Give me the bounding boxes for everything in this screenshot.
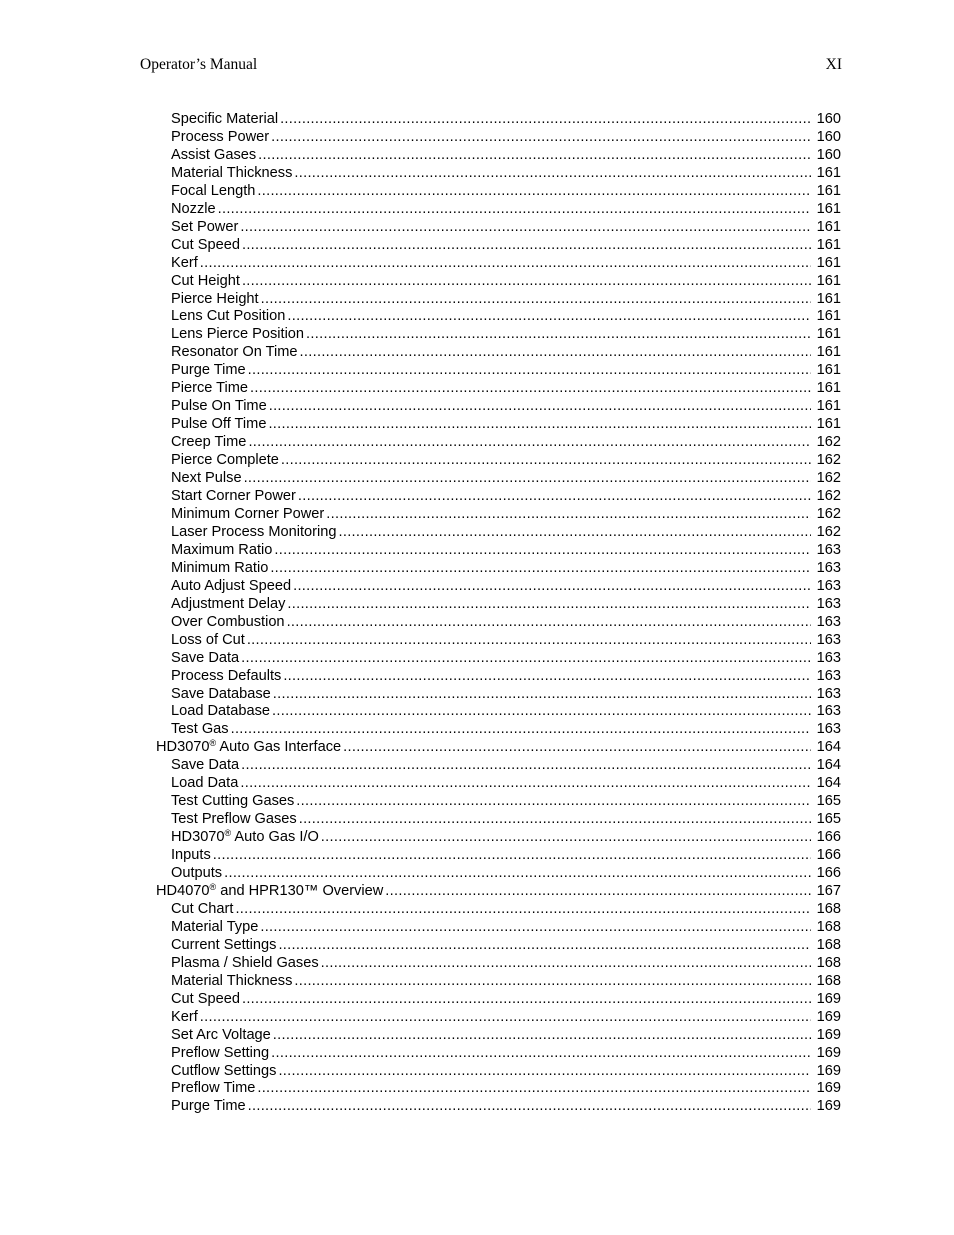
toc-entry-title: Loss of Cut [171, 631, 245, 648]
toc-entry-label [171, 991, 240, 1009]
toc-entry[interactable] [0, 1098, 954, 1116]
toc-entry-page: 163 [816, 703, 841, 720]
toc-entry[interactable] [0, 326, 954, 344]
toc-entry-title: Test Preflow Gases [171, 811, 297, 828]
toc-entry-page: 166 [816, 865, 841, 882]
toc-entry[interactable] [0, 739, 954, 757]
dot-leader [200, 255, 811, 273]
toc-entry-title: Pulse On Time [171, 398, 267, 415]
toc-entry-label [171, 129, 269, 147]
toc-entry[interactable] [0, 578, 954, 596]
toc-entry-page: 161 [816, 416, 841, 433]
toc-entry[interactable] [0, 488, 954, 506]
toc-entry-title: Kerf [171, 1008, 198, 1025]
toc-entry-title: Inputs [171, 847, 211, 864]
toc-entry-page: 163 [816, 667, 841, 684]
toc-entry-page: 161 [816, 272, 841, 289]
toc-entry-label [171, 416, 266, 434]
dot-leader [241, 650, 811, 668]
toc-entry-label [171, 955, 319, 973]
toc-entry-title: Creep Time [171, 434, 247, 451]
toc-entry-label [171, 344, 298, 362]
toc-entry-page: 161 [816, 308, 841, 325]
toc-entry-title: Pierce Time [171, 380, 249, 397]
toc-entry-page: 165 [816, 811, 841, 828]
toc-entry-label [171, 811, 297, 829]
toc-entry-label [171, 578, 291, 596]
toc-entry[interactable] [0, 380, 954, 398]
toc-entry-label [171, 937, 276, 955]
toc-entry[interactable] [0, 811, 954, 829]
toc-entry[interactable] [0, 596, 954, 614]
toc-entry[interactable] [0, 542, 954, 560]
toc-entry-label [171, 542, 272, 560]
dot-leader [321, 955, 811, 973]
toc-entry-title: Minimum Corner Power [171, 505, 325, 522]
dot-leader [240, 775, 811, 793]
toc-entry-title: HD3070 [156, 739, 210, 756]
toc-entry[interactable] [0, 883, 954, 901]
toc-entry-page: 169 [816, 1098, 841, 1115]
dot-leader [271, 1045, 811, 1063]
dot-leader [287, 308, 811, 326]
dot-leader [241, 757, 811, 775]
dot-leader [200, 1009, 811, 1027]
toc-entry-title: Process Power [171, 128, 270, 145]
toc-entry-page: 161 [816, 362, 841, 379]
toc-entry[interactable] [0, 757, 954, 775]
toc-entry-label [171, 488, 296, 506]
dot-leader [306, 326, 811, 344]
toc-entry[interactable] [0, 775, 954, 793]
toc-entry[interactable] [0, 129, 954, 147]
toc-entry-title: Next Pulse [171, 470, 242, 487]
dot-leader [293, 578, 811, 596]
toc-entry-label [171, 326, 304, 344]
dot-leader [242, 991, 811, 1009]
dot-leader [261, 291, 811, 309]
toc-entry-page: 163 [816, 577, 841, 594]
dot-leader [283, 668, 811, 686]
toc-entry-page: 163 [816, 613, 841, 630]
dot-leader [321, 829, 811, 847]
toc-entry-page: 169 [816, 1080, 841, 1097]
dot-leader [298, 488, 811, 506]
dot-leader [294, 973, 811, 991]
toc-entry[interactable] [0, 201, 954, 219]
toc-entry-title: Specific Material [171, 111, 279, 127]
toc-entry[interactable] [0, 470, 954, 488]
toc-entry-title: Assist Gases [171, 146, 257, 163]
toc-entry-title-continued: and HPR130™ Overview [216, 882, 384, 899]
toc-entry[interactable] [0, 668, 954, 686]
toc-entry-title: Plasma / Shield Gases [171, 954, 319, 971]
dot-leader [271, 129, 811, 147]
dot-leader [242, 237, 811, 255]
toc-entry-page: 163 [816, 631, 841, 648]
dot-leader [299, 811, 811, 829]
toc-entry-label [171, 524, 336, 542]
toc-entry-title: Cut Speed [171, 990, 240, 1007]
toc-entry[interactable] [0, 273, 954, 291]
dot-leader [268, 416, 811, 434]
toc-entry-label [171, 273, 240, 291]
toc-entry-page: 168 [816, 900, 841, 917]
registered-mark: ® [209, 738, 217, 749]
toc-entry-page: 169 [816, 1044, 841, 1061]
toc-entry-title: Lens Cut Position [171, 308, 286, 325]
dot-leader [248, 362, 811, 380]
toc-entry-label [171, 721, 229, 739]
dot-leader [326, 506, 811, 524]
toc-entry[interactable] [0, 219, 954, 237]
toc-entry-page: 168 [816, 972, 841, 989]
toc-entry-label [171, 1027, 271, 1045]
dot-leader [287, 596, 811, 614]
toc-entry[interactable] [0, 308, 954, 326]
dot-leader [257, 1080, 811, 1098]
toc-entry-title: Cutflow Settings [171, 1062, 277, 1079]
toc-entry-page: 169 [816, 990, 841, 1007]
toc-entry-title: Minimum Ratio [171, 559, 269, 576]
dot-leader [294, 165, 811, 183]
toc-entry[interactable] [0, 973, 954, 991]
table-of-contents [0, 111, 954, 1116]
dot-leader [247, 632, 811, 650]
toc-entry-label [171, 255, 198, 273]
toc-entry-label [171, 919, 258, 937]
toc-entry-title: Current Settings [171, 936, 277, 953]
toc-entry-label [171, 614, 285, 632]
dot-leader [269, 398, 811, 416]
toc-entry-label [171, 757, 239, 775]
toc-entry[interactable] [0, 434, 954, 452]
toc-entry-label [171, 686, 271, 704]
toc-entry-label [171, 650, 239, 668]
toc-entry-title: Process Defaults [171, 667, 282, 684]
toc-entry-label [171, 1080, 255, 1098]
toc-entry-label [171, 183, 255, 201]
toc-entry-title: Preflow Setting [171, 1044, 270, 1061]
dot-leader [273, 1027, 811, 1045]
toc-entry-label [171, 165, 292, 183]
dot-leader [258, 147, 811, 165]
toc-entry-title: Cut Speed [171, 236, 240, 253]
toc-entry-label [171, 291, 259, 309]
toc-entry-label [171, 668, 281, 686]
toc-entry-label [171, 470, 242, 488]
toc-entry-label [171, 1063, 276, 1081]
toc-entry-title: Preflow Time [171, 1080, 256, 1097]
page-header [140, 56, 842, 76]
toc-entry-page: 160 [816, 111, 841, 127]
dot-leader [224, 865, 811, 883]
toc-entry-page: 163 [816, 541, 841, 558]
dot-leader [248, 434, 811, 452]
toc-entry-page: 163 [816, 559, 841, 576]
toc-entry-label [171, 775, 238, 793]
toc-entry-page: 162 [816, 434, 841, 451]
toc-entry[interactable] [0, 255, 954, 273]
toc-entry[interactable] [0, 703, 954, 721]
toc-entry[interactable] [0, 901, 954, 919]
toc-entry[interactable] [0, 847, 954, 865]
toc-entry-page: 160 [816, 146, 841, 163]
toc-entry-title: HD3070 [171, 829, 225, 846]
toc-entry[interactable] [0, 237, 954, 255]
toc-entry-label [171, 596, 285, 614]
toc-entry-label [156, 739, 341, 757]
toc-entry[interactable] [0, 291, 954, 309]
dot-leader [338, 524, 811, 542]
toc-entry-page: 167 [816, 882, 841, 899]
toc-entry[interactable] [0, 416, 954, 434]
dot-leader [260, 919, 811, 937]
toc-entry-page: 168 [816, 936, 841, 953]
toc-entry-title: Test Gas [171, 721, 229, 738]
toc-entry[interactable] [0, 829, 954, 847]
toc-entry-page: 161 [816, 200, 841, 217]
toc-entry[interactable] [0, 111, 954, 129]
toc-entry-page: 164 [816, 739, 841, 756]
toc-entry-page: 164 [816, 775, 841, 792]
toc-entry-label [171, 237, 240, 255]
toc-entry-title: Laser Process Monitoring [171, 523, 337, 540]
dot-leader [231, 721, 811, 739]
dot-leader [273, 686, 811, 704]
toc-entry[interactable] [0, 398, 954, 416]
toc-entry-page: 162 [816, 488, 841, 505]
toc-entry-title-continued: Auto Gas I/O [231, 829, 319, 846]
toc-entry[interactable] [0, 1063, 954, 1081]
toc-entry[interactable] [0, 937, 954, 955]
dot-leader [242, 273, 811, 291]
toc-entry-label [171, 362, 246, 380]
toc-entry[interactable] [0, 614, 954, 632]
dot-leader [240, 219, 811, 237]
toc-entry[interactable] [0, 686, 954, 704]
toc-entry-label [171, 506, 324, 524]
toc-entry-page: 166 [816, 829, 841, 846]
toc-entry-title: Pierce Complete [171, 452, 279, 469]
dot-leader [278, 1063, 811, 1081]
toc-entry-title: Maximum Ratio [171, 541, 273, 558]
toc-entry[interactable] [0, 1009, 954, 1027]
toc-entry[interactable] [0, 362, 954, 380]
toc-entry-page: 161 [816, 326, 841, 343]
toc-entry-label [171, 703, 270, 721]
toc-entry-label [171, 793, 294, 811]
toc-entry[interactable] [0, 919, 954, 937]
toc-entry-title: Purge Time [171, 362, 246, 379]
toc-entry-title: Adjustment Delay [171, 595, 286, 612]
toc-entry[interactable] [0, 452, 954, 470]
toc-entry[interactable] [0, 793, 954, 811]
toc-entry-page: 166 [816, 847, 841, 864]
toc-entry-page: 169 [816, 1062, 841, 1079]
toc-entry-label [171, 973, 292, 991]
toc-entry-title: Resonator On Time [171, 344, 298, 361]
toc-entry[interactable] [0, 650, 954, 668]
toc-entry-page: 161 [816, 182, 841, 199]
dot-leader [287, 614, 811, 632]
toc-entry-label [171, 147, 256, 165]
toc-entry-page: 168 [816, 954, 841, 971]
toc-entry-title: Start Corner Power [171, 488, 296, 505]
toc-entry-title: Test Cutting Gases [171, 793, 295, 810]
toc-entry-label [171, 632, 245, 650]
toc-entry-page: 164 [816, 757, 841, 774]
toc-entry-page: 161 [816, 398, 841, 415]
toc-entry-title: Load Data [171, 775, 239, 792]
toc-entry[interactable] [0, 991, 954, 1009]
toc-entry-label [171, 1098, 246, 1116]
dot-leader [218, 201, 811, 219]
toc-entry-page: 161 [816, 254, 841, 271]
toc-entry[interactable] [0, 506, 954, 524]
registered-mark: ® [224, 828, 232, 839]
toc-entry-label [171, 308, 285, 326]
toc-entry-title-continued: Auto Gas Interface [216, 739, 342, 756]
toc-entry-label [171, 847, 211, 865]
toc-entry-title: Lens Pierce Position [171, 326, 305, 343]
toc-entry-page: 163 [816, 685, 841, 702]
toc-entry-title: Material Thickness [171, 972, 293, 989]
toc-entry[interactable] [0, 524, 954, 542]
toc-entry[interactable] [0, 1045, 954, 1063]
toc-entry-label [171, 865, 222, 883]
toc-entry-title: Cut Chart [171, 900, 234, 917]
dot-leader [280, 111, 811, 129]
toc-entry[interactable] [0, 721, 954, 739]
toc-entry-title: Purge Time [171, 1098, 246, 1115]
dot-leader [296, 793, 811, 811]
toc-entry[interactable] [0, 344, 954, 362]
toc-entry-page: 163 [816, 649, 841, 666]
dot-leader [343, 739, 811, 757]
dot-leader [244, 470, 811, 488]
dot-leader [278, 937, 811, 955]
toc-entry-title: Outputs [171, 865, 223, 882]
toc-entry-label [171, 829, 319, 847]
toc-entry[interactable] [0, 165, 954, 183]
toc-entry-title: Over Combustion [171, 613, 285, 630]
page-number: XI [825, 56, 842, 73]
toc-entry[interactable] [0, 632, 954, 650]
toc-entry-page: 162 [816, 505, 841, 522]
toc-entry[interactable] [0, 147, 954, 165]
dot-leader [250, 380, 811, 398]
dot-leader [248, 1098, 811, 1116]
registered-mark: ® [209, 881, 217, 892]
dot-leader [385, 883, 811, 901]
dot-leader [270, 560, 811, 578]
toc-entry-title: Auto Adjust Speed [171, 577, 292, 594]
toc-entry-page: 168 [816, 918, 841, 935]
toc-entry-page: 161 [816, 164, 841, 181]
toc-entry-title: Set Power [171, 218, 239, 235]
toc-entry[interactable] [0, 955, 954, 973]
toc-entry-page: 162 [816, 470, 841, 487]
toc-entry-page: 161 [816, 218, 841, 235]
toc-entry-page: 162 [816, 523, 841, 540]
dot-leader [274, 542, 811, 560]
toc-entry-page: 163 [816, 721, 841, 738]
toc-entry-label [171, 201, 216, 219]
toc-entry-label [171, 219, 238, 237]
toc-entry-title: Focal Length [171, 182, 256, 199]
toc-entry[interactable] [0, 1027, 954, 1045]
toc-entry[interactable] [0, 560, 954, 578]
toc-entry-title: Pulse Off Time [171, 416, 267, 433]
toc-entry[interactable] [0, 183, 954, 201]
dot-leader [235, 901, 811, 919]
toc-entry-page: 161 [816, 380, 841, 397]
toc-entry-title: Save Database [171, 685, 271, 702]
dot-leader [213, 847, 811, 865]
toc-entry-title: Material Thickness [171, 164, 293, 181]
toc-entry-page: 160 [816, 128, 841, 145]
toc-entry-label [156, 883, 383, 901]
toc-entry-title: Kerf [171, 254, 198, 271]
dot-leader [272, 703, 811, 721]
toc-entry-label [171, 398, 267, 416]
dot-leader [281, 452, 811, 470]
toc-entry-title: Save Data [171, 649, 240, 666]
toc-entry-title: Pierce Height [171, 290, 259, 307]
toc-entry-page: 162 [816, 452, 841, 469]
toc-entry-page: 161 [816, 236, 841, 253]
toc-entry-title: HD4070 [156, 882, 210, 899]
toc-entry-page: 169 [816, 1026, 841, 1043]
toc-entry-page: 163 [816, 595, 841, 612]
toc-entry-label [171, 111, 278, 129]
toc-entry-title: Cut Height [171, 272, 240, 289]
toc-entry-page: 165 [816, 793, 841, 810]
toc-entry[interactable] [0, 1080, 954, 1098]
toc-entry-page: 161 [816, 290, 841, 307]
toc-entry-label [171, 452, 279, 470]
toc-entry-label [171, 380, 248, 398]
toc-entry-label [171, 901, 233, 919]
toc-entry-label [171, 434, 246, 452]
dot-leader [257, 183, 811, 201]
toc-entry[interactable] [0, 865, 954, 883]
toc-entry-page: 169 [816, 1008, 841, 1025]
toc-entry-page: 161 [816, 344, 841, 361]
toc-entry-title: Set Arc Voltage [171, 1026, 271, 1043]
toc-entry-title: Material Type [171, 918, 259, 935]
toc-entry-label [171, 1009, 198, 1027]
toc-entry-title: Load Database [171, 703, 270, 720]
manual-title: Operator’s Manual [140, 56, 258, 73]
dot-leader [300, 344, 811, 362]
toc-entry-title: Save Data [171, 757, 240, 774]
toc-entry-title: Nozzle [171, 200, 216, 217]
toc-entry-label [171, 1045, 269, 1063]
toc-entry-label [171, 560, 268, 578]
